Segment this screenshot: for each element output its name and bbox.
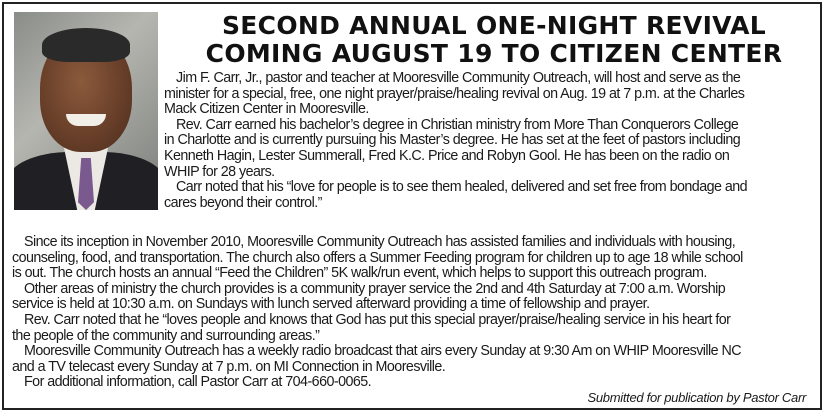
photo-hair [42, 28, 130, 62]
pastor-portrait-photo [14, 12, 158, 210]
article-headline [168, 12, 820, 68]
body-line: Mooresville Community Outreach has a weekly radio broadcast that airs every Sunday at 9:30 Am on WHIP Mooresville NC [24, 343, 742, 360]
headline-line-1: SECOND ANNUAL ONE-NIGHT REVIVAL [221, 11, 767, 40]
headline-line-2: COMING AUGUST 19 TO CITIZEN CENTER [205, 39, 783, 68]
body-line: service is held at 10:30 a.m. on Sundays with lunch served afterward providing a time of fellowship and prayer. [12, 296, 650, 313]
body-line: Rev. Carr earned his bachelor’s degree in Christian ministry from More Than Conquerors College [176, 116, 739, 133]
article-body-top [164, 71, 747, 211]
body-line: For additional information, call Pastor Carr at 704-660-0065. [24, 374, 372, 391]
body-line: the people of the community and surrounding areas.” [12, 327, 320, 344]
body-line: Mack Citizen Center in Mooresville. [164, 101, 369, 118]
body-line: Other areas of ministry the church provides is a community prayer service the 2nd and 4th Saturday at 7:00 a.m. Worship [24, 280, 726, 297]
body-line: is out. The church hosts an annual “Feed the Children” 5K walk/run event, which helps to support this outreach program. [12, 265, 707, 282]
body-line: cares beyond their control.” [164, 194, 322, 211]
article-body-bottom [12, 235, 743, 391]
submission-credit: Submitted for publication by Pastor Carr [587, 390, 806, 405]
body-line: in Charlotte and is currently pursuing his Master’s degree. He has set at the feet of pastors including [164, 132, 741, 149]
body-line: Carr noted that his “love for people is to see them healed, delivered and set free from bondage and [176, 179, 748, 196]
photo-smile [66, 114, 106, 126]
body-line: Kenneth Hagin, Lester Summerall, Fred K.C. Price and Robyn Gool. He has been on the radio on [164, 147, 730, 164]
body-line: Since its inception in November 2010, Mooresville Community Outreach has assisted families and individuals with housing, [24, 234, 736, 250]
article-box [2, 2, 822, 410]
body-line: Jim F. Carr, Jr., pastor and teacher at Mooresville Community Outreach, will host and serve as the [176, 70, 741, 86]
body-line: counseling, food, and transportation. The church also offers a Summer Feeding program for children up to age 18 while school [12, 249, 743, 266]
body-line: minister for a special, free, one night prayer/praise/healing revival on Aug. 19 at 7 p.m. at the Charles [164, 85, 745, 102]
body-line: and a TV telecast every Sunday at 7 p.m. on MI Connection in Mooresville. [12, 358, 446, 375]
body-line: WHIP for 28 years. [164, 163, 275, 180]
body-line: Rev. Carr noted that he “loves people and knows that God has put this special prayer/praise/healing service in his heart for [24, 311, 731, 328]
